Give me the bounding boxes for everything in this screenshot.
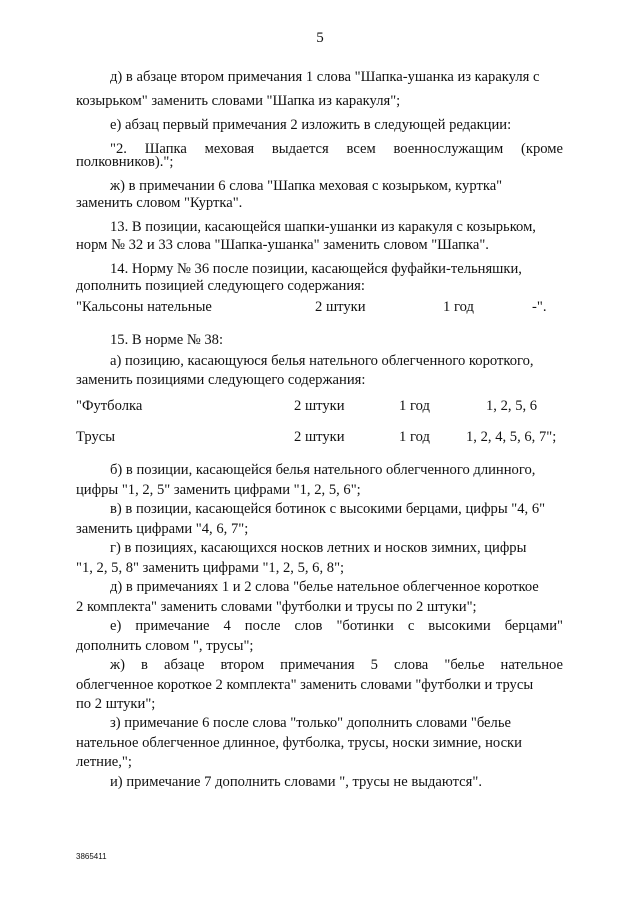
table-cell-codes: 1, 2, 4, 5, 6, 7"; (466, 429, 557, 445)
paragraph-line: б) в позиции, касающейся белья нательного облегченного длинного, (110, 462, 536, 478)
paragraph-line: з) примечание 6 после слова "только" дополнить словами "белье (110, 715, 511, 731)
paragraph-line: заменить словом "Куртка". (76, 195, 243, 211)
paragraph-line: норм № 32 и 33 слова "Шапка-ушанка" заменить словом "Шапка". (76, 237, 489, 253)
page-number: 5 (316, 30, 324, 46)
paragraph-line: заменить цифрами "4, 6, 7"; (76, 521, 249, 537)
document-id: 3865411 (76, 852, 107, 861)
paragraph-line: дополнить позицией следующего содержания: (76, 278, 365, 294)
paragraph-line: цифры "1, 2, 5" заменить цифрами "1, 2, 5, 6"; (76, 482, 361, 498)
table-cell-qty: 2 штуки (294, 398, 345, 414)
paragraph-line: 13. В позиции, касающейся шапки-ушанки из каракуля с козырьком, (110, 219, 536, 235)
paragraph-line: заменить позициями следующего содержания: (76, 372, 366, 388)
paragraph-line: д) в абзаце втором примечания 1 слова "Шапка-ушанка из каракуля с (110, 69, 540, 85)
table-cell-term: 1 год (399, 429, 430, 445)
paragraph-line: козырьком" заменить словами "Шапка из каракуля"; (76, 93, 401, 109)
table-cell-qty: 2 штуки (294, 429, 345, 445)
table-cell-term: 1 год (399, 398, 430, 414)
paragraph-line: е) примечание 4 после слов "ботинки с высокими берцами" (110, 618, 563, 634)
table-cell-name: "Кальсоны нательные (76, 299, 212, 315)
paragraph-line: ж) в абзаце втором примечания 5 слова "белье нательное (110, 657, 563, 673)
paragraph-line: г) в позициях, касающихся носков летних и носков зимних, цифры (110, 540, 527, 556)
table-cell-name: Трусы (76, 429, 116, 445)
paragraph-line: 2 комплекта" заменить словами "футболки и трусы по 2 штуки"; (76, 599, 477, 615)
paragraph-line: а) позицию, касающуюся белья нательного облегченного короткого, (110, 353, 534, 369)
paragraph-line: полковников)."; (76, 154, 174, 170)
paragraph-line: дополнить словом ", трусы"; (76, 638, 254, 654)
table-cell-codes: -". (532, 299, 547, 315)
paragraph-line: "2. Шапка меховая выдается всем военнослужащим (кроме (110, 141, 563, 157)
paragraph-line: д) в примечаниях 1 и 2 слова "белье нательное облегченное короткое (110, 579, 539, 595)
paragraph-line: е) абзац первый примечания 2 изложить в следующей редакции: (110, 117, 512, 133)
paragraph-line: облегченное короткое 2 комплекта" заменить словами "футболки и трусы (76, 677, 534, 693)
paragraph-line: 14. Норму № 36 после позиции, касающейся фуфайки-тельняшки, (110, 261, 522, 277)
table-cell-name: "Футболка (76, 398, 143, 414)
paragraph-line: по 2 штуки"; (76, 696, 156, 712)
paragraph-line: ж) в примечании 6 слова "Шапка меховая с козырьком, куртка" (110, 178, 503, 194)
table-cell-term: 1 год (443, 299, 474, 315)
paragraph-line: в) в позиции, касающейся ботинок с высокими берцами, цифры "4, 6" (110, 501, 546, 517)
paragraph-line: и) примечание 7 дополнить словами ", трусы не выдаются". (110, 774, 482, 790)
table-cell-codes: 1, 2, 5, 6 (486, 398, 538, 414)
paragraph-line: нательное облегченное длинное, футболка, трусы, носки зимние, носки (76, 735, 522, 751)
paragraph-line: "1, 2, 5, 8" заменить цифрами "1, 2, 5, 6, 8"; (76, 560, 345, 576)
paragraph-line: 15. В норме № 38: (110, 332, 224, 348)
paragraph-line: летние,"; (76, 754, 132, 770)
table-cell-qty: 2 штуки (315, 299, 366, 315)
